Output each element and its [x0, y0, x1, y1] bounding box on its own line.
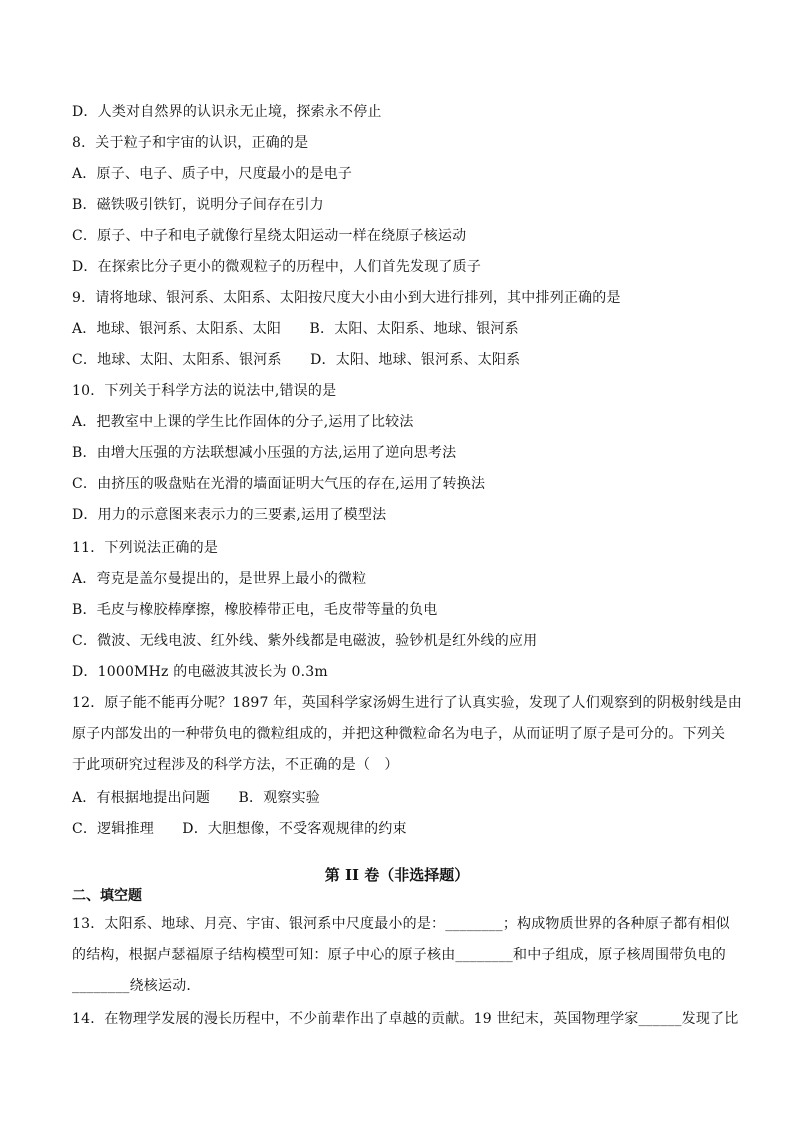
option-11b: B．毛皮与橡胶棒摩擦，橡胶棒带正电，毛皮带等量的负电	[72, 602, 438, 618]
question-12-line3: 于此项研究过程涉及的科学方法，不正确的是（ ）	[72, 757, 399, 773]
option-8c: C．原子、中子和电子就像行星绕太阳运动一样在绕原子核运动	[72, 228, 467, 244]
option-8d: D．在探索比分子更小的微观粒子的历程中，人们首先发现了质子	[72, 259, 482, 275]
option-8b: B．磁铁吸引铁钉，说明分子间存在引力	[72, 197, 324, 213]
options-12cd: C．逻辑推理 D．大胆想像，不受客观规律的约束	[72, 821, 407, 837]
question-10: 10．下列关于科学方法的说法中,错误的是	[72, 383, 337, 399]
question-13-line3: ________绕核运动．	[72, 978, 201, 994]
option-10d: D．用力的示意图来表示力的三要素,运用了模型法	[72, 507, 387, 523]
question-11: 11．下列说法正确的是	[72, 540, 219, 556]
options-9cd: C．地球、太阳、太阳系、银河系 D．太阳、地球、银河系、太阳系	[72, 352, 521, 368]
question-14-line1: 14．在物理学发展的漫长历程中，不少前辈作出了卓越的贡献。19 世纪末，英国物理学家______发现了比	[72, 1011, 739, 1027]
option-10a: A．把教室中上课的学生比作固体的分子,运用了比较法	[72, 414, 414, 430]
option-8a: A．原子、电子、质子中，尺度最小的是电子	[72, 166, 353, 182]
text-line: D．人类对自然界的认识永无止境，探索永不停止	[72, 104, 382, 120]
question-13-line2: 的结构，根据卢瑟福原子结构模型可知：原子中心的原子核由________和中子组成，原子核周围带负电的	[72, 947, 726, 963]
section-heading: 二、填空题	[72, 888, 142, 904]
question-12-line1: 12．原子能不能再分呢？1897 年，英国科学家汤姆生进行了认真实验，发现了人们观察到的阴极射线是由	[72, 695, 742, 711]
option-11c: C．微波、无线电波、红外线、紫外线都是电磁波，验钞机是红外线的应用	[72, 633, 538, 649]
options-9ab: A．地球、银河系、太阳系、太阳 B．太阳、太阳系、地球、银河系	[72, 321, 519, 337]
option-11d: D．1000MHz 的电磁波其波长为 0.3m	[72, 664, 328, 680]
option-10b: B．由增大压强的方法联想减小压强的方法,运用了逆向思考法	[72, 445, 457, 461]
option-11a: A．弯克是盖尔曼提出的，是世界上最小的微粒	[72, 571, 367, 587]
options-12ab: A．有根据地提出问题 B．观察实验	[72, 790, 320, 806]
question-13-line1: 13．太阳系、地球、月亮、宇宙、银河系中尺度最小的是：________；构成物质世界的各种原子都有相似	[72, 916, 731, 932]
question-12-line2: 原子内部发出的一种带负电的微粒组成的，并把这种微粒命名为电子，从而证明了原子是可分的。下列关	[72, 726, 726, 742]
section-title: 第 II 卷（非选择题）	[324, 866, 470, 884]
option-10c: C．由挤压的吸盘贴在光滑的墙面证明大气压的存在,运用了转换法	[72, 476, 486, 492]
question-8: 8．关于粒子和宇宙的认识，正确的是	[72, 135, 309, 151]
question-9: 9．请将地球、银河系、太阳系、太阳按尺度大小由小到大进行排列，其中排列正确的是	[72, 290, 621, 306]
